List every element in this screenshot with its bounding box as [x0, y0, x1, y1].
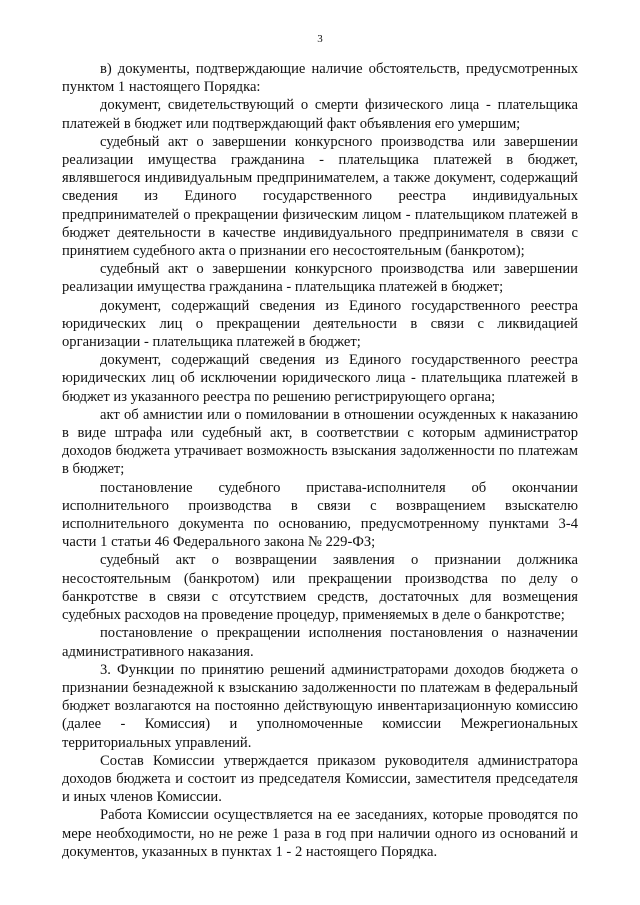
paragraph-administrative-penalty: постановление о прекращении исполнения постановления о назначении административного наказания. — [62, 625, 578, 660]
paragraph-documents-list-intro: в) документы, подтверждающие наличие обстоятельств, предусмотренных пунктом 1 настоящего Порядка: — [62, 61, 578, 96]
paragraph-bankruptcy-termination: судебный акт о возвращении заявления о признании должника несостоятельным (банкротом) или прекращении производства по делу о банкротстве в связи с отсутствием средств, достаточных для возмещения судебных расходов на проведение процедур, применяемых в деле о банкротстве; — [62, 552, 578, 624]
paragraph-commission-meetings: Работа Комиссии осуществляется на ее заседаниях, которые проводятся по мере необходимости, но не реже 1 раза в год при наличии одного из оснований и документов, указанных в пунктах 1 - 2 настоящего Порядка. — [62, 807, 578, 860]
paragraph-bankruptcy-entrepreneur: судебный акт о завершении конкурсного производства или завершении реализации имущества гражданина - плательщика платежей в бюджет, являвшегося индивидуальным предпринимателем, а также документ, содержащий сведения из Единого государственного реестра индивидуальных предпринимателей о прекращении физическим лицом - плательщиком платежей в бюджет деятельности в качестве индивидуального предпринимателя в связи с принятием судебного акта о признании его несостоятельным (банкротом); — [62, 133, 578, 260]
page-number: 3 — [317, 33, 323, 45]
document-body — [62, 60, 578, 861]
paragraph-death-document: документ, свидетельствующий о смерти физического лица - плательщика платежей в бюджет или подтверждающий факт объявления его умершим; — [62, 97, 578, 132]
paragraph-commission-functions: 3. Функции по принятию решений администраторами доходов бюджета о признании безнадежной к взысканию задолженности по платежам в федеральный бюджет возлагаются на постоянно действующую инвентаризационную комиссию (далее - Комиссия) и уполномоченные комиссии Межрегиональных территориальных управлений. — [62, 661, 578, 751]
paragraph-exclusion-from-register: документ, содержащий сведения из Единого государственного реестра юридических лиц об исключении юридического лица - плательщика платежей в бюджет из указанного реестра по решению регистрирующего органа; — [62, 352, 578, 405]
paragraph-bailiff-resolution: постановление судебного пристава-исполнителя об окончании исполнительного производства в связи с возвращением взыскателю исполнительного документа по основанию, предусмотренному пунктами 3-4 части 1 статьи 46 Федерального закона № 229-ФЗ; — [62, 479, 578, 551]
paragraph-liquidation: документ, содержащий сведения из Единого государственного реестра юридических лиц о прекращении деятельности в связи с ликвидацией организации - плательщика платежей в бюджет; — [62, 297, 578, 351]
paragraph-commission-composition: Состав Комиссии утверждается приказом руководителя администратора доходов бюджета и состоит из председателя Комиссии, заместителя председателя и иных членов Комиссии. — [62, 752, 578, 806]
paragraph-amnesty: акт об амнистии или о помиловании в отношении осужденных к наказанию в виде штрафа или судебный акт, в соответствии с которым администратор доходов бюджета утрачивает возможность взыскания задолженности по платежам в бюджет; — [62, 406, 578, 478]
paragraph-bankruptcy-citizen: судебный акт о завершении конкурсного производства или завершении реализации имущества гражданина - плательщика платежей в бюджет; — [62, 261, 578, 296]
